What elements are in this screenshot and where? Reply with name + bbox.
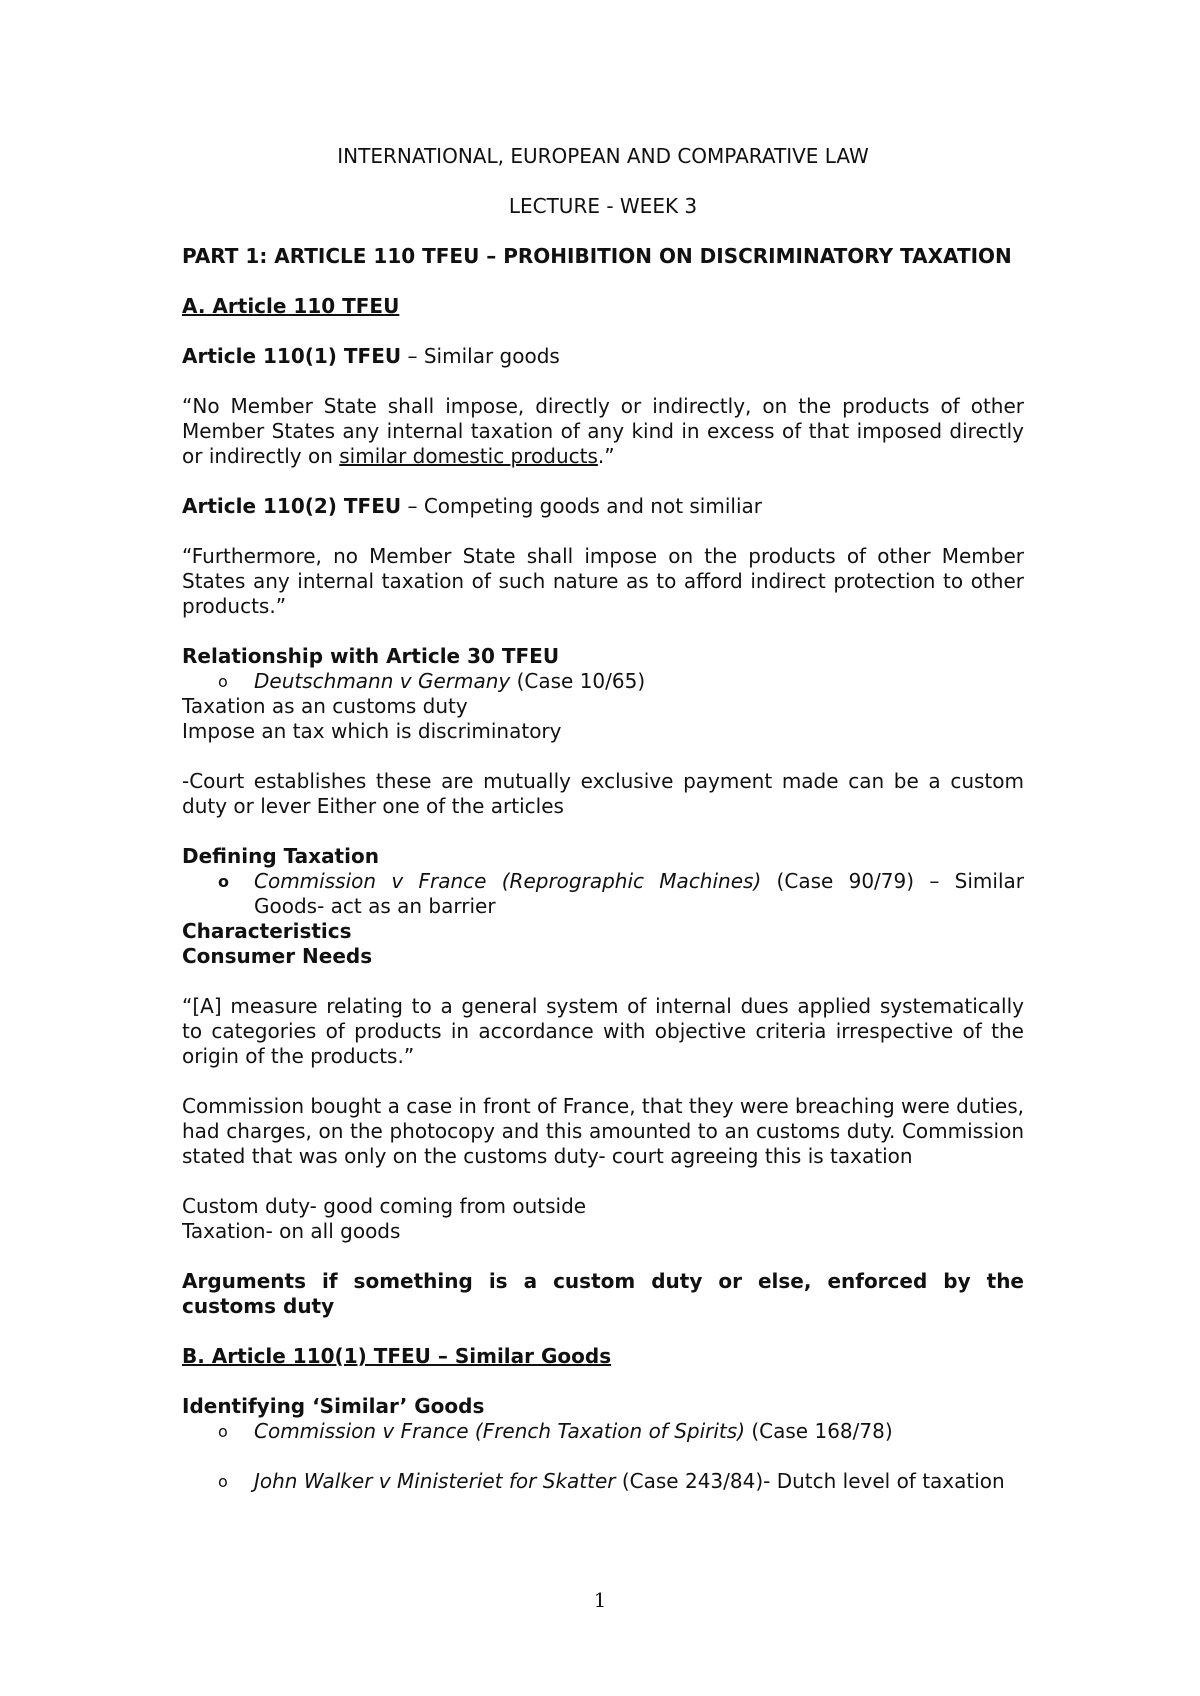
article-110-1-quote bbox=[182, 394, 1024, 469]
quote-end: .” bbox=[597, 444, 615, 468]
lecture-subtitle: LECTURE - WEEK 3 bbox=[508, 194, 698, 218]
case-ref: (Case 10/65) bbox=[510, 669, 646, 693]
page-number: 1 bbox=[593, 1588, 607, 1612]
relationship-note: -Court establishes these are mutually exclusive payment made can be a custom duty or lever Either one of the articles bbox=[182, 769, 1024, 818]
taxation-line: Taxation- on all goods bbox=[182, 1219, 401, 1243]
relationship-line-1: Taxation as an customs duty bbox=[182, 694, 468, 718]
case-name: Commission v France (Reprographic Machines) bbox=[254, 869, 762, 893]
article-110-2-quote: “Furthermore, no Member State shall impose on the products of other Member States any internal taxation of such nature as to afford indirect protection to other products.” bbox=[182, 544, 1024, 618]
case-name: Deutschmann v Germany bbox=[254, 669, 511, 693]
list-item bbox=[182, 669, 1024, 694]
quote-text: “No Member State shall impose, directly or indirectly, on the products of other Member States any internal taxation of any kind in excess of that imposed directly or indirectly on bbox=[182, 394, 1024, 468]
case-name: John Walker v Ministeriet for Skatter bbox=[254, 1469, 616, 1493]
article-110-1-label: Article 110(1) TFEU bbox=[182, 344, 402, 368]
quote-underlined-text: similar domestic products bbox=[339, 444, 598, 468]
case-ref: (Case 168/78) bbox=[745, 1419, 893, 1443]
article-110-2-subtitle: – Competing goods and not similiar bbox=[401, 494, 762, 518]
custom-duty-line: Custom duty- good coming from outside bbox=[182, 1194, 587, 1218]
defining-heading: Defining Taxation bbox=[182, 844, 379, 868]
article-110-2-heading bbox=[182, 494, 1024, 519]
bullet-marker: o bbox=[218, 672, 228, 691]
defining-commentary: Commission bought a case in front of France, that they were breaching were duties, had charges, on the photocopy and this amounted to an customs duty. Commission stated that was only on the customs duty- court agreeing this is taxation bbox=[182, 1094, 1024, 1168]
case-ref: (Case 90/79) – Similar Goods- act as an barrier bbox=[254, 869, 1024, 918]
identifying-heading: Identifying ‘Similar’ Goods bbox=[182, 1394, 485, 1418]
section-a-heading: A. Article 110 TFEU bbox=[182, 294, 400, 318]
list-item bbox=[182, 1419, 1024, 1444]
characteristics-heading: Characteristics bbox=[182, 919, 352, 943]
consumer-needs-heading: Consumer Needs bbox=[182, 944, 373, 968]
list-item bbox=[182, 1469, 1024, 1494]
case-name: Commission v France (French Taxation of Spirits) bbox=[254, 1419, 745, 1443]
list-item bbox=[182, 869, 1024, 919]
bullet-marker: o bbox=[218, 1422, 228, 1441]
part1-heading: PART 1: ARTICLE 110 TFEU – PROHIBITION ON DISCRIMINATORY TAXATION bbox=[182, 244, 1012, 268]
defining-quote: “[A] measure relating to a general system of internal dues applied systematically to categories of products in accordance with objective criteria irrespective of the origin of the products.” bbox=[182, 994, 1024, 1068]
bullet-marker: o bbox=[218, 872, 229, 891]
relationship-line-2: Impose an tax which is discriminatory bbox=[182, 719, 562, 743]
relationship-heading: Relationship with Article 30 TFEU bbox=[182, 644, 560, 668]
article-110-2-label: Article 110(2) TFEU bbox=[182, 494, 402, 518]
article-110-1-heading bbox=[182, 344, 1024, 369]
bullet-marker: o bbox=[218, 1472, 228, 1491]
article-110-1-subtitle: – Similar goods bbox=[401, 344, 560, 368]
case-ref: (Case 243/84)- Dutch level of taxation bbox=[615, 1469, 1005, 1493]
section-b-heading: B. Article 110(1) TFEU – Similar Goods bbox=[182, 1344, 612, 1368]
document-title: INTERNATIONAL, EUROPEAN AND COMPARATIVE LAW bbox=[337, 144, 869, 168]
document-body bbox=[182, 144, 1024, 1494]
arguments-heading: Arguments if something is a custom duty or else, enforced by the customs duty bbox=[182, 1269, 1024, 1318]
